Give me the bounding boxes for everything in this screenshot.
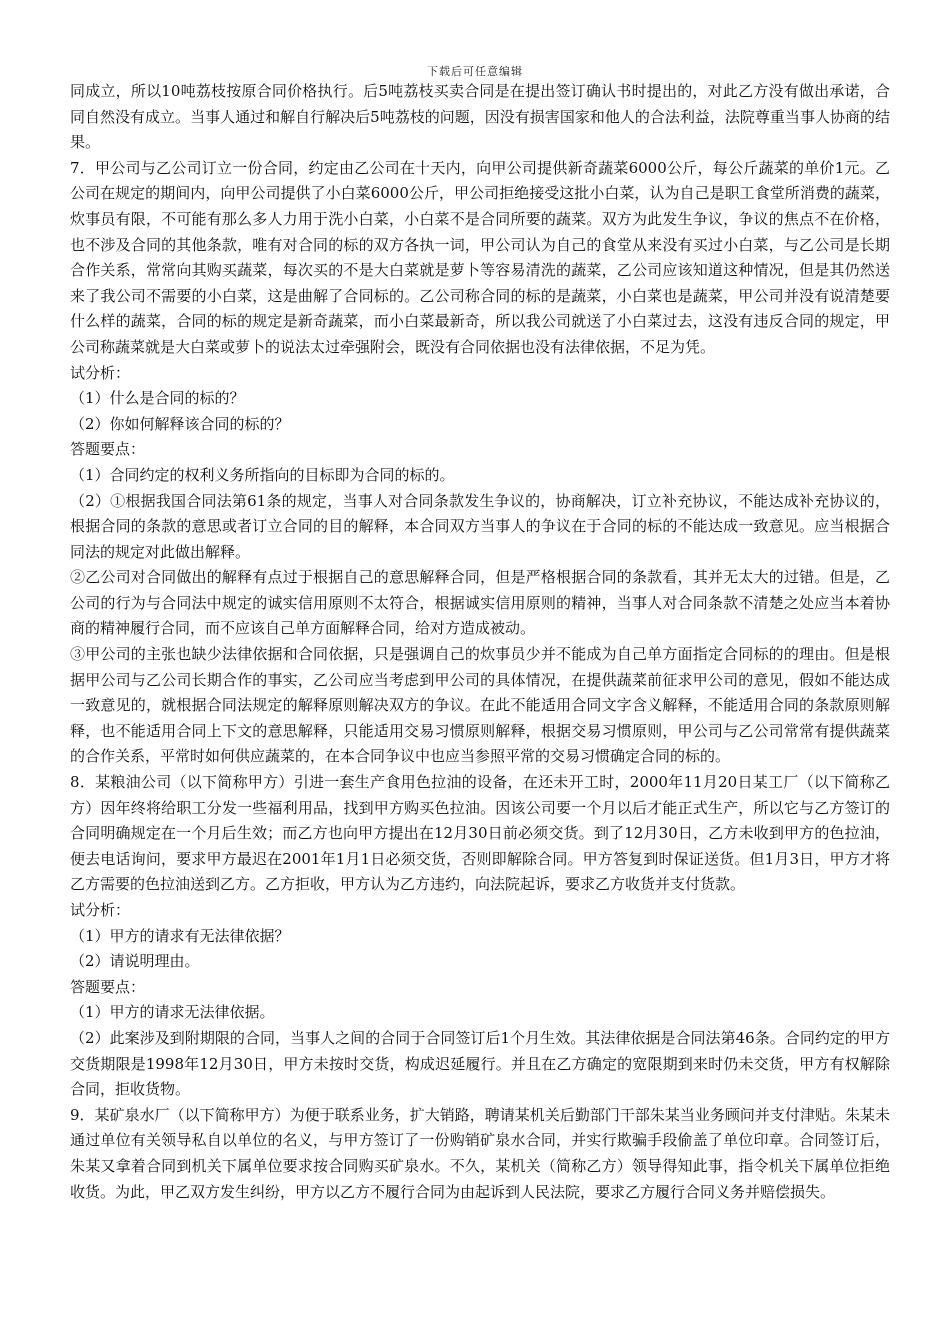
paragraph-answer-2-point-2: ②乙公司对合同做出的解释有点过于根据自己的意思解释合同，但是严格根据合同的条款看，其并无太大的过错。但是，乙公司的行为与合同法中规定的诚实信用原则不太符合，根据诚实信用原则的精神，当事人对合同条款不清楚之处应当本着协商的精神履行合同，而不应该自己单方面解释合同，给对方造成被动。 [70,568,890,638]
paragraph-case-8: 8．某粮油公司（以下简称甲方）引进一套生产食用色拉油的设备，在还未开工时，2000年11月20日某工厂（以下简称乙方）因年终将给职工分发一些福利用品，找到甲方购买色拉油。因该公司要一个月以后才能正式生产，所以它与乙方签订的合同明确规定在一个月后生效；而乙方也向甲方提出在12月30日前必须交货。到了12月30日，乙方未收到甲方的色拉油，便去电话询问，要求甲方最迟在2001年1月1日必须交货，否则即解除合同。甲方答复到时保证送货。但1月3日，甲方才将乙方需要的色拉油送到乙方。乙方拒收，甲方认为乙方违约，向法院起诉，要求乙方收货并支付货款。 [70,773,890,894]
paragraph-answer-1: （1）甲方的请求无法律依据。 [70,1003,275,1022]
paragraph-analysis-label: 试分析： [70,901,131,919]
paragraph-case-7: 7．甲公司与乙公司订立一份合同，约定由乙公司在十天内，向甲公司提供新奇蔬菜6000公斤，每公斤蔬菜的单价1元。乙公司在规定的期间内，向甲公司提供了小白菜6000公斤，甲公司拒绝接受这批小白菜，认为自己是职工食堂所消费的蔬菜，炊事员有限，不可能有那么多人力用于洗小白菜，小白菜不是合同所要的蔬菜。双方为此发生争议，争议的焦点不在价格，也不涉及合同的其他条款，唯有对合同的标的双方各执一词，甲公司认为自己的食堂从来没有买过小白菜，与乙公司是长期合作关系，常常向其购买蔬菜，每次买的不是大白菜就是萝卜等容易清洗的蔬菜，乙公司应该知道这种情况，但是其仍然送来了我公司不需要的小白菜，这是曲解了合同标的。乙公司称合同的标的是蔬菜，小白菜也是蔬菜，甲公司并没有说清楚要什么样的蔬菜，合同的标的规定是新奇蔬菜，而小白菜最新奇，所以我公司就送了小白菜过去，这没有违反合同的规定，甲公司称蔬菜就是大白菜或萝卜的说法太过牵强附会，既没有合同依据也没有法律依据，不足为凭。 [70,158,890,356]
page-header: 下载后可任意编辑 [427,65,523,78]
paragraph-question-2: （2）请说明理由。 [70,952,200,971]
paragraph-question-2: （2）你如何解释该合同的标的？ [70,414,290,433]
paragraph-answer-2: （2）①根据我国合同法第61条的规定，当事人对合同条款发生争议的，协商解决，订立补充协议，不能达成补充协议的，根据合同的条款的意思或者订立合同的目的解释，本合同双方当事人的争议在于合同的标的不能达成一致意见。应当根据合同法的规定对此做出解释。 [70,491,890,561]
paragraph-case-9: 9．某矿泉水厂（以下简称甲方）为便于联系业务，扩大销路，聘请某机关后勤部门干部朱某当业务顾问并支付津贴。朱某未通过单位有关领导私自以单位的名义，与甲方签订了一份购销矿泉水合同，并实行欺骗手段偷盖了单位印章。合同签订后，朱某又拿着合同到机关下属单位要求按合同购买矿泉水。不久，某机关（简称乙方）领导得知此事，指令机关下属单位拒绝收货。为此，甲乙双方发生纠纷，甲方以乙方不履行合同为由起诉到人民法院，要求乙方履行合同义务并赔偿损失。 [70,1105,890,1201]
paragraph-answer-label: 答题要点： [70,977,146,996]
document-body [70,79,890,1205]
paragraph-answer-2-point-3: ③甲公司的主张也缺少法律依据和合同依据，只是强调自己的炊事员少并不能成为自己单方面指定合同标的的理由。但是根据甲公司与乙公司长期合作的事实，乙公司应当考虑到甲公司的具体情况，在提供蔬菜前征求甲公司的意见，假如不能达成一致意见的，就根据合同法规定的解释原则解决双方的争议。在此不能适用合同文字含义解释，不能适用合同的条款原则解释，也不能适用合同上下文的意思解释，只能适用交易习惯原则解释，根据交易习惯原则，甲公司与乙公司常常有提供蔬菜的合作关系，平常时如何供应蔬菜的，在本合同争议中也应当参照平常的交易习惯确定合同的标的。 [70,645,890,766]
paragraph-analysis-label: 试分析： [70,363,131,382]
paragraph-answer-label: 答题要点： [70,440,146,459]
paragraph-intro: 同成立，所以10吨荔枝按原合同价格执行。后5吨荔枝买卖合同是在提出签订确认书时提出的，对此乙方没有做出承诺，合同自然没有成立。当事人通过和解自行解决后5吨荔枝的问题，因没有损害国家和他人的合法利益，法院尊重当事人协商的结果。 [70,82,890,152]
paragraph-question-1: （1）什么是合同的标的？ [70,389,245,408]
paragraph-answer-1: （1）合同约定的权利义务所指向的目标即为合同的标的。 [70,465,455,484]
paragraph-question-1: （1）甲方的请求有无法律依据？ [70,926,290,945]
paragraph-answer-2: （2）此案涉及到附期限的合同，当事人之间的合同于合同签订后1个月生效。其法律依据是合同法第46条。合同约定的甲方交货期限是1998年12月30日，甲方未按时交货，构成迟延履行。并且在乙方确定的宽限期到来时仍未交货，甲方有权解除合同，拒收货物。 [70,1028,890,1099]
